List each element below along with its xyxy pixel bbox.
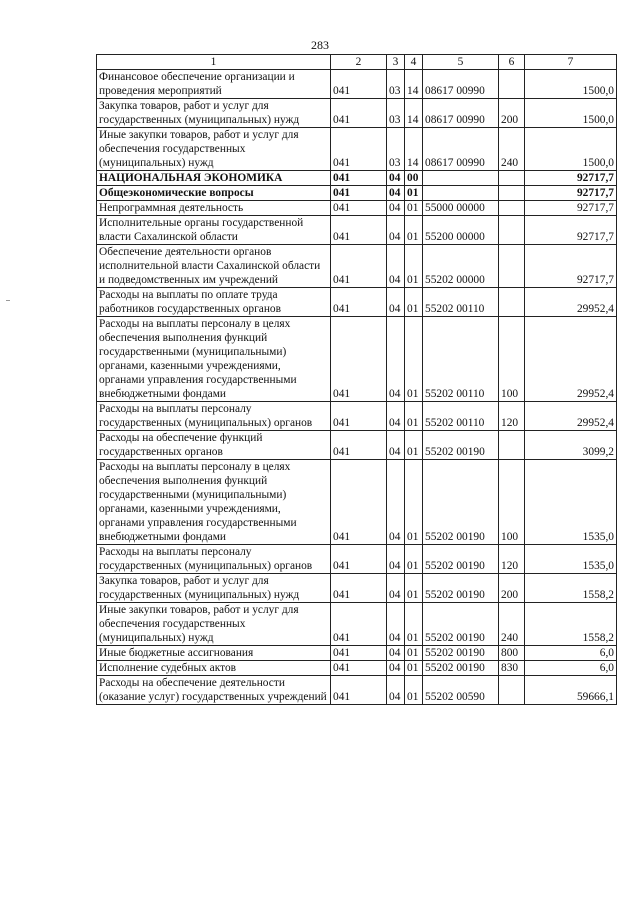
row-expense-type (499, 431, 525, 460)
row-amount: 1558,2 (525, 574, 617, 603)
row-section: 04 (387, 574, 405, 603)
row-amount: 6,0 (525, 646, 617, 661)
row-expense-type: 240 (499, 603, 525, 646)
row-amount: 1500,0 (525, 128, 617, 171)
row-subsection: 01 (405, 216, 423, 245)
row-ministry-code: 041 (331, 245, 387, 288)
row-section: 04 (387, 171, 405, 186)
scan-speck (6, 300, 10, 301)
row-section: 04 (387, 201, 405, 216)
row-subsection: 14 (405, 99, 423, 128)
row-subsection: 01 (405, 201, 423, 216)
row-subsection: 01 (405, 460, 423, 545)
header-col-6: 6 (499, 55, 525, 70)
row-section: 04 (387, 460, 405, 545)
row-ministry-code: 041 (331, 676, 387, 705)
row-target-article: 55202 00190 (423, 574, 499, 603)
row-target-article: 55202 00110 (423, 317, 499, 402)
row-expense-type (499, 171, 525, 186)
row-subsection: 01 (405, 574, 423, 603)
row-name: Закупка товаров, работ и услуг для государственных (муниципальных) нужд (97, 99, 331, 128)
row-amount: 92717,7 (525, 245, 617, 288)
table-row (97, 99, 617, 128)
row-amount: 92717,7 (525, 171, 617, 186)
row-subsection: 01 (405, 545, 423, 574)
row-amount: 29952,4 (525, 317, 617, 402)
row-amount: 92717,7 (525, 201, 617, 216)
row-subsection: 01 (405, 245, 423, 288)
header-col-2: 2 (331, 55, 387, 70)
row-subsection: 00 (405, 171, 423, 186)
row-name: Иные бюджетные ассигнования (97, 646, 331, 661)
table-row (97, 128, 617, 171)
row-subsection: 01 (405, 676, 423, 705)
header-col-5: 5 (423, 55, 499, 70)
table-row (97, 676, 617, 705)
row-amount: 1558,2 (525, 603, 617, 646)
row-section: 04 (387, 317, 405, 402)
header-col-7: 7 (525, 55, 617, 70)
row-name: Исполнительные органы государственной власти Сахалинской области (97, 216, 331, 245)
table-row (97, 186, 617, 201)
row-subsection: 01 (405, 186, 423, 201)
row-expense-type: 120 (499, 402, 525, 431)
row-name: Исполнение судебных актов (97, 661, 331, 676)
row-target-article: 55202 00110 (423, 402, 499, 431)
row-target-article: 08617 00990 (423, 128, 499, 171)
row-ministry-code: 041 (331, 216, 387, 245)
row-section: 03 (387, 70, 405, 99)
row-name: Иные закупки товаров, работ и услуг для обеспечения государственных (муниципальных) нужд (97, 603, 331, 646)
row-expense-type: 200 (499, 574, 525, 603)
table-row (97, 245, 617, 288)
row-ministry-code: 041 (331, 171, 387, 186)
table-row (97, 460, 617, 545)
row-section: 04 (387, 676, 405, 705)
row-ministry-code: 041 (331, 603, 387, 646)
row-amount: 92717,7 (525, 216, 617, 245)
row-amount: 1535,0 (525, 545, 617, 574)
table-row (97, 317, 617, 402)
table-row (97, 574, 617, 603)
row-ministry-code: 041 (331, 431, 387, 460)
row-section: 04 (387, 545, 405, 574)
row-section: 04 (387, 186, 405, 201)
row-expense-type (499, 216, 525, 245)
row-amount: 29952,4 (525, 402, 617, 431)
header-col-3: 3 (387, 55, 405, 70)
table-row (97, 545, 617, 574)
row-ministry-code: 041 (331, 201, 387, 216)
row-section: 04 (387, 245, 405, 288)
row-amount: 1500,0 (525, 99, 617, 128)
row-subsection: 01 (405, 317, 423, 402)
row-ministry-code: 041 (331, 70, 387, 99)
row-amount: 3099,2 (525, 431, 617, 460)
row-name: Расходы на выплаты персоналу в целях обеспечения выполнения функций государственными (муниципальными) органами, казенными учреждениями, органами управления государственными внебюджетными фондами (97, 317, 331, 402)
row-expense-type (499, 186, 525, 201)
row-expense-type: 120 (499, 545, 525, 574)
table-row (97, 70, 617, 99)
row-expense-type (499, 288, 525, 317)
row-expense-type (499, 676, 525, 705)
row-target-article (423, 186, 499, 201)
row-target-article: 55000 00000 (423, 201, 499, 216)
row-amount: 29952,4 (525, 288, 617, 317)
row-name: Иные закупки товаров, работ и услуг для обеспечения государственных (муниципальных) нужд (97, 128, 331, 171)
row-target-article: 55200 00000 (423, 216, 499, 245)
row-target-article: 55202 00110 (423, 288, 499, 317)
row-target-article: 08617 00990 (423, 99, 499, 128)
row-amount: 92717,7 (525, 186, 617, 201)
row-amount: 1535,0 (525, 460, 617, 545)
table-row (97, 216, 617, 245)
table-row (97, 171, 617, 186)
table-row (97, 201, 617, 216)
row-ministry-code: 041 (331, 574, 387, 603)
row-subsection: 14 (405, 128, 423, 171)
row-name: Расходы на обеспечение деятельности (оказание услуг) государственных учреждений (97, 676, 331, 705)
row-name: Расходы на выплаты по оплате труда работников государственных органов (97, 288, 331, 317)
row-ministry-code: 041 (331, 545, 387, 574)
row-ministry-code: 041 (331, 288, 387, 317)
row-expense-type: 200 (499, 99, 525, 128)
table-row (97, 603, 617, 646)
row-section: 04 (387, 603, 405, 646)
row-section: 03 (387, 128, 405, 171)
row-subsection: 01 (405, 402, 423, 431)
row-subsection: 01 (405, 646, 423, 661)
row-target-article: 55202 00190 (423, 431, 499, 460)
row-subsection: 01 (405, 288, 423, 317)
row-ministry-code: 041 (331, 402, 387, 431)
row-section: 04 (387, 288, 405, 317)
table-row (97, 288, 617, 317)
row-ministry-code: 041 (331, 128, 387, 171)
row-target-article: 55202 00000 (423, 245, 499, 288)
row-subsection: 01 (405, 661, 423, 676)
row-amount: 6,0 (525, 661, 617, 676)
row-expense-type (499, 70, 525, 99)
row-section: 03 (387, 99, 405, 128)
row-name: НАЦИОНАЛЬНАЯ ЭКОНОМИКА (97, 171, 331, 186)
row-section: 04 (387, 216, 405, 245)
row-expense-type: 800 (499, 646, 525, 661)
row-target-article: 55202 00190 (423, 646, 499, 661)
row-ministry-code: 041 (331, 646, 387, 661)
row-section: 04 (387, 402, 405, 431)
page-number: 283 (311, 38, 329, 52)
row-subsection: 01 (405, 603, 423, 646)
row-expense-type: 100 (499, 460, 525, 545)
row-ministry-code: 041 (331, 317, 387, 402)
row-expense-type: 240 (499, 128, 525, 171)
table-row (97, 431, 617, 460)
row-ministry-code: 041 (331, 460, 387, 545)
header-col-4: 4 (405, 55, 423, 70)
table-row (97, 661, 617, 676)
row-name: Расходы на обеспечение функций государственных органов (97, 431, 331, 460)
row-section: 04 (387, 661, 405, 676)
row-expense-type (499, 201, 525, 216)
row-target-article: 55202 00190 (423, 603, 499, 646)
row-amount: 59666,1 (525, 676, 617, 705)
row-expense-type (499, 245, 525, 288)
row-target-article: 08617 00990 (423, 70, 499, 99)
row-section: 04 (387, 646, 405, 661)
table-row (97, 646, 617, 661)
row-target-article: 55202 00190 (423, 460, 499, 545)
row-ministry-code: 041 (331, 661, 387, 676)
row-section: 04 (387, 431, 405, 460)
row-ministry-code: 041 (331, 186, 387, 201)
row-name: Финансовое обеспечение организации и проведения мероприятий (97, 70, 331, 99)
header-row (97, 55, 617, 70)
row-ministry-code: 041 (331, 99, 387, 128)
row-name: Расходы на выплаты персоналу в целях обеспечения выполнения функций государственными (муниципальными) органами, казенными учреждениями, органами управления государственными внебюджетными фондами (97, 460, 331, 545)
budget-table (96, 54, 617, 705)
header-col-1: 1 (97, 55, 331, 70)
row-subsection: 01 (405, 431, 423, 460)
table-row (97, 402, 617, 431)
row-expense-type: 100 (499, 317, 525, 402)
row-name: Обеспечение деятельности органов исполнительной власти Сахалинской области и подведомственных им учреждений (97, 245, 331, 288)
row-target-article: 55202 00190 (423, 545, 499, 574)
row-name: Закупка товаров, работ и услуг для государственных (муниципальных) нужд (97, 574, 331, 603)
row-target-article (423, 171, 499, 186)
row-name: Расходы на выплаты персоналу государственных (муниципальных) органов (97, 545, 331, 574)
row-name: Расходы на выплаты персоналу государственных (муниципальных) органов (97, 402, 331, 431)
row-name: Общеэкономические вопросы (97, 186, 331, 201)
row-target-article: 55202 00190 (423, 661, 499, 676)
row-subsection: 14 (405, 70, 423, 99)
row-expense-type: 830 (499, 661, 525, 676)
row-target-article: 55202 00590 (423, 676, 499, 705)
row-name: Непрограммная деятельность (97, 201, 331, 216)
row-amount: 1500,0 (525, 70, 617, 99)
